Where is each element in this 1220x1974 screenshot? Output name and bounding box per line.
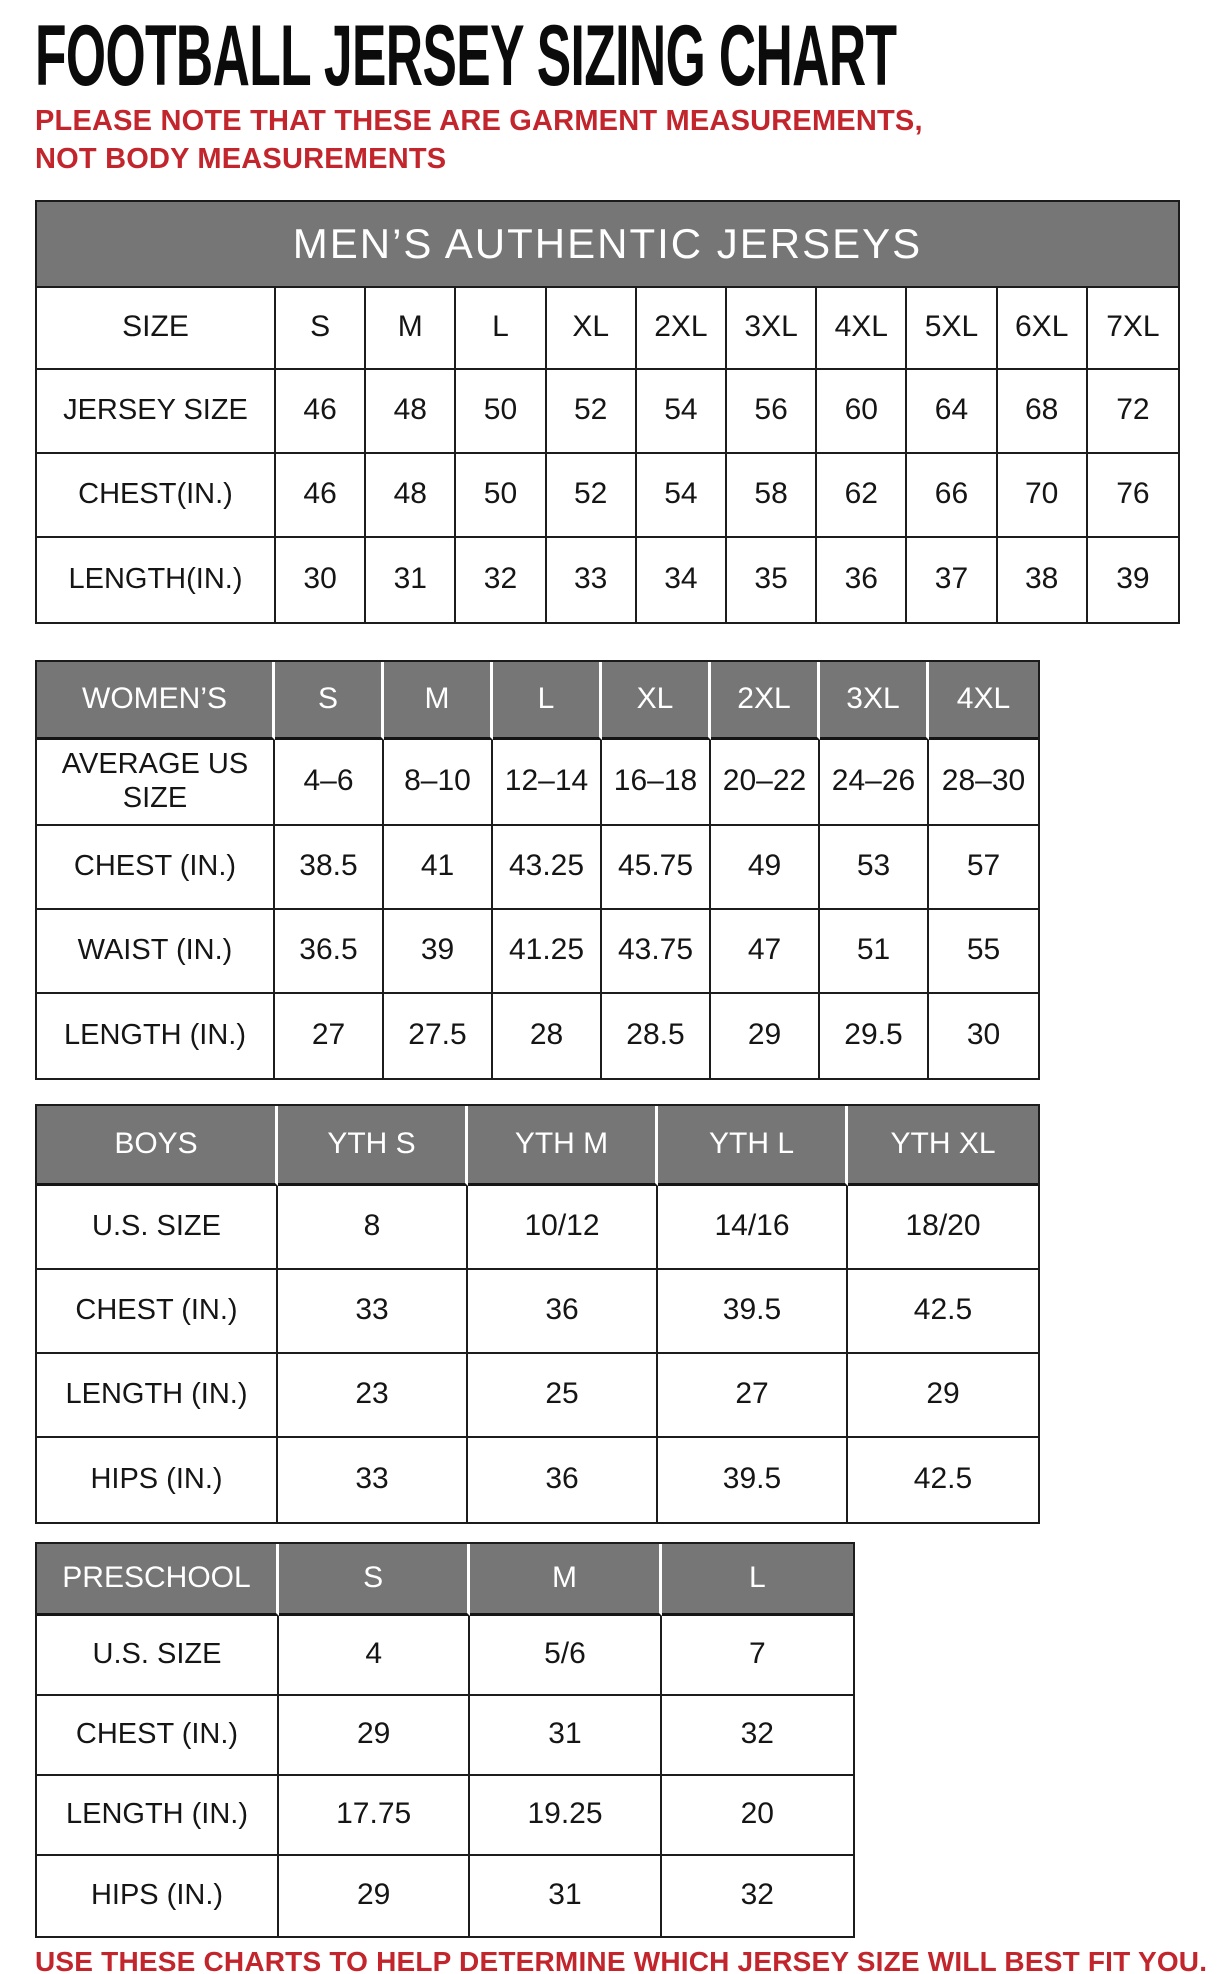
- mens-chest-in-6xl: 70: [998, 454, 1088, 538]
- mens-jersey-size-2xl: 54: [637, 370, 727, 454]
- preschool-length-in-l: 20: [662, 1776, 853, 1856]
- column-header-s: S: [279, 1544, 470, 1616]
- mens-length-in-5xl: 37: [907, 538, 997, 622]
- column-header-l: L: [493, 662, 602, 740]
- boys-hips-in-yth-l: 39.5: [658, 1438, 848, 1522]
- boys-hips-in-yth-xl: 42.5: [848, 1438, 1038, 1522]
- womens-average-us-size-s: 4–6: [275, 740, 384, 826]
- mens-jersey-size-xl: 52: [547, 370, 637, 454]
- womens-chest-in-3xl: 53: [820, 826, 929, 910]
- boys-chest-in-yth-s: 33: [278, 1270, 468, 1354]
- boys-u-s-size-yth-xl: 18/20: [848, 1186, 1038, 1270]
- womens-chest-in-xl: 45.75: [602, 826, 711, 910]
- mens-jersey-size-s: 46: [276, 370, 366, 454]
- mens-chest-in-xl: 52: [547, 454, 637, 538]
- column-header-size: SIZE: [37, 288, 276, 370]
- mens-authentic-jerseys-table: [35, 200, 1180, 624]
- column-header-l: L: [456, 288, 546, 370]
- womens-length-in-3xl: 29.5: [820, 994, 929, 1078]
- boys-length-in-yth-m: 25: [468, 1354, 658, 1438]
- boys-chest-in-yth-xl: 42.5: [848, 1270, 1038, 1354]
- column-header-m: M: [366, 288, 456, 370]
- mens-jersey-size-5xl: 64: [907, 370, 997, 454]
- mens-chest-in-m: 48: [366, 454, 456, 538]
- column-header-m: M: [384, 662, 493, 740]
- mens-jersey-size-6xl: 68: [998, 370, 1088, 454]
- column-header-preschool: PRESCHOOL: [37, 1544, 279, 1616]
- row-label-waist-in: WAIST (IN.): [37, 910, 275, 994]
- column-header-6xl: 6XL: [998, 288, 1088, 370]
- row-label-length-in: LENGTH(IN.): [37, 538, 276, 622]
- mens-length-in-2xl: 34: [637, 538, 727, 622]
- mens-jersey-size-4xl: 60: [817, 370, 907, 454]
- boys-length-in-yth-xl: 29: [848, 1354, 1038, 1438]
- column-header-women-s: WOMEN’S: [37, 662, 275, 740]
- womens-waist-in-xl: 43.75: [602, 910, 711, 994]
- womens-average-us-size-xl: 16–18: [602, 740, 711, 826]
- column-header-5xl: 5XL: [907, 288, 997, 370]
- column-header-s: S: [275, 662, 384, 740]
- row-label-hips-in: HIPS (IN.): [37, 1438, 278, 1522]
- mens-length-in-l: 32: [456, 538, 546, 622]
- mens-chest-in-3xl: 58: [727, 454, 817, 538]
- mens-chest-in-l: 50: [456, 454, 546, 538]
- column-header-yth-l: YTH L: [658, 1106, 848, 1186]
- boys-u-s-size-yth-l: 14/16: [658, 1186, 848, 1270]
- preschool-u-s-size-s: 4: [279, 1616, 470, 1696]
- womens-length-in-xl: 28.5: [602, 994, 711, 1078]
- column-header-yth-s: YTH S: [278, 1106, 468, 1186]
- mens-length-in-7xl: 39: [1088, 538, 1178, 622]
- boys-hips-in-yth-m: 36: [468, 1438, 658, 1522]
- mens-chest-in-4xl: 62: [817, 454, 907, 538]
- womens-jerseys-table: [35, 660, 1040, 1080]
- womens-waist-in-l: 41.25: [493, 910, 602, 994]
- womens-waist-in-3xl: 51: [820, 910, 929, 994]
- row-label-hips-in: HIPS (IN.): [37, 1856, 279, 1936]
- boys-jerseys-table: [35, 1104, 1040, 1524]
- row-label-length-in: LENGTH (IN.): [37, 994, 275, 1078]
- preschool-length-in-s: 17.75: [279, 1776, 470, 1856]
- mens-length-in-3xl: 35: [727, 538, 817, 622]
- preschool-chest-in-l: 32: [662, 1696, 853, 1776]
- womens-chest-in-s: 38.5: [275, 826, 384, 910]
- preschool-length-in-m: 19.25: [470, 1776, 661, 1856]
- boys-length-in-yth-l: 27: [658, 1354, 848, 1438]
- preschool-u-s-size-l: 7: [662, 1616, 853, 1696]
- mens-chest-in-2xl: 54: [637, 454, 727, 538]
- preschool-chest-in-s: 29: [279, 1696, 470, 1776]
- womens-waist-in-2xl: 47: [711, 910, 820, 994]
- mens-jersey-size-l: 50: [456, 370, 546, 454]
- column-header-boys: BOYS: [37, 1106, 278, 1186]
- womens-waist-in-m: 39: [384, 910, 493, 994]
- womens-chest-in-l: 43.25: [493, 826, 602, 910]
- page-title: FOOTBALL JERSEY SIZING CHART: [35, 8, 897, 104]
- womens-average-us-size-4xl: 28–30: [929, 740, 1038, 826]
- column-header-xl: XL: [547, 288, 637, 370]
- mens-jersey-size-m: 48: [366, 370, 456, 454]
- mens-chest-in-7xl: 76: [1088, 454, 1178, 538]
- womens-waist-in-s: 36.5: [275, 910, 384, 994]
- column-header-3xl: 3XL: [820, 662, 929, 740]
- row-label-chest-in: CHEST(IN.): [37, 454, 276, 538]
- mens-jersey-size-7xl: 72: [1088, 370, 1178, 454]
- womens-chest-in-2xl: 49: [711, 826, 820, 910]
- garment-measurements-note: PLEASE NOTE THAT THESE ARE GARMENT MEASUREMENTS, NOT BODY MEASUREMENTS: [35, 105, 923, 175]
- column-header-l: L: [662, 1544, 853, 1616]
- fit-advice-note: USE THESE CHARTS TO HELP DETERMINE WHICH JERSEY SIZE WILL BEST FIT YOU.: [35, 1945, 1208, 1974]
- row-label-length-in: LENGTH (IN.): [37, 1776, 279, 1856]
- womens-length-in-s: 27: [275, 994, 384, 1078]
- column-header-m: M: [470, 1544, 661, 1616]
- mens-chest-in-5xl: 66: [907, 454, 997, 538]
- mens-chest-in-s: 46: [276, 454, 366, 538]
- column-header-xl: XL: [602, 662, 711, 740]
- mens-banner-title: MEN’S AUTHENTIC JERSEYS: [37, 202, 1178, 288]
- mens-jersey-size-3xl: 56: [727, 370, 817, 454]
- womens-average-us-size-m: 8–10: [384, 740, 493, 826]
- womens-average-us-size-2xl: 20–22: [711, 740, 820, 826]
- column-header-yth-xl: YTH XL: [848, 1106, 1038, 1186]
- womens-waist-in-4xl: 55: [929, 910, 1038, 994]
- row-label-jersey-size: JERSEY SIZE: [37, 370, 276, 454]
- womens-length-in-l: 28: [493, 994, 602, 1078]
- column-header-4xl: 4XL: [817, 288, 907, 370]
- womens-average-us-size-3xl: 24–26: [820, 740, 929, 826]
- mens-length-in-m: 31: [366, 538, 456, 622]
- row-label-chest-in: CHEST (IN.): [37, 1696, 279, 1776]
- mens-length-in-s: 30: [276, 538, 366, 622]
- preschool-hips-in-s: 29: [279, 1856, 470, 1936]
- boys-u-s-size-yth-s: 8: [278, 1186, 468, 1270]
- row-label-average-us-size: AVERAGE US SIZE: [37, 740, 275, 826]
- row-label-chest-in: CHEST (IN.): [37, 826, 275, 910]
- preschool-hips-in-m: 31: [470, 1856, 661, 1936]
- preschool-jerseys-table: [35, 1542, 855, 1938]
- row-label-u-s-size: U.S. SIZE: [37, 1616, 279, 1696]
- column-header-2xl: 2XL: [637, 288, 727, 370]
- preschool-u-s-size-m: 5/6: [470, 1616, 661, 1696]
- womens-length-in-4xl: 30: [929, 994, 1038, 1078]
- boys-chest-in-yth-l: 39.5: [658, 1270, 848, 1354]
- womens-length-in-m: 27.5: [384, 994, 493, 1078]
- mens-length-in-6xl: 38: [998, 538, 1088, 622]
- boys-u-s-size-yth-m: 10/12: [468, 1186, 658, 1270]
- boys-hips-in-yth-s: 33: [278, 1438, 468, 1522]
- mens-length-in-4xl: 36: [817, 538, 907, 622]
- column-header-3xl: 3XL: [727, 288, 817, 370]
- column-header-7xl: 7XL: [1088, 288, 1178, 370]
- boys-chest-in-yth-m: 36: [468, 1270, 658, 1354]
- column-header-s: S: [276, 288, 366, 370]
- row-label-u-s-size: U.S. SIZE: [37, 1186, 278, 1270]
- mens-length-in-xl: 33: [547, 538, 637, 622]
- preschool-chest-in-m: 31: [470, 1696, 661, 1776]
- womens-average-us-size-l: 12–14: [493, 740, 602, 826]
- column-header-2xl: 2XL: [711, 662, 820, 740]
- womens-length-in-2xl: 29: [711, 994, 820, 1078]
- boys-length-in-yth-s: 23: [278, 1354, 468, 1438]
- womens-chest-in-4xl: 57: [929, 826, 1038, 910]
- column-header-yth-m: YTH M: [468, 1106, 658, 1186]
- womens-chest-in-m: 41: [384, 826, 493, 910]
- row-label-length-in: LENGTH (IN.): [37, 1354, 278, 1438]
- row-label-chest-in: CHEST (IN.): [37, 1270, 278, 1354]
- column-header-4xl: 4XL: [929, 662, 1038, 740]
- preschool-hips-in-l: 32: [662, 1856, 853, 1936]
